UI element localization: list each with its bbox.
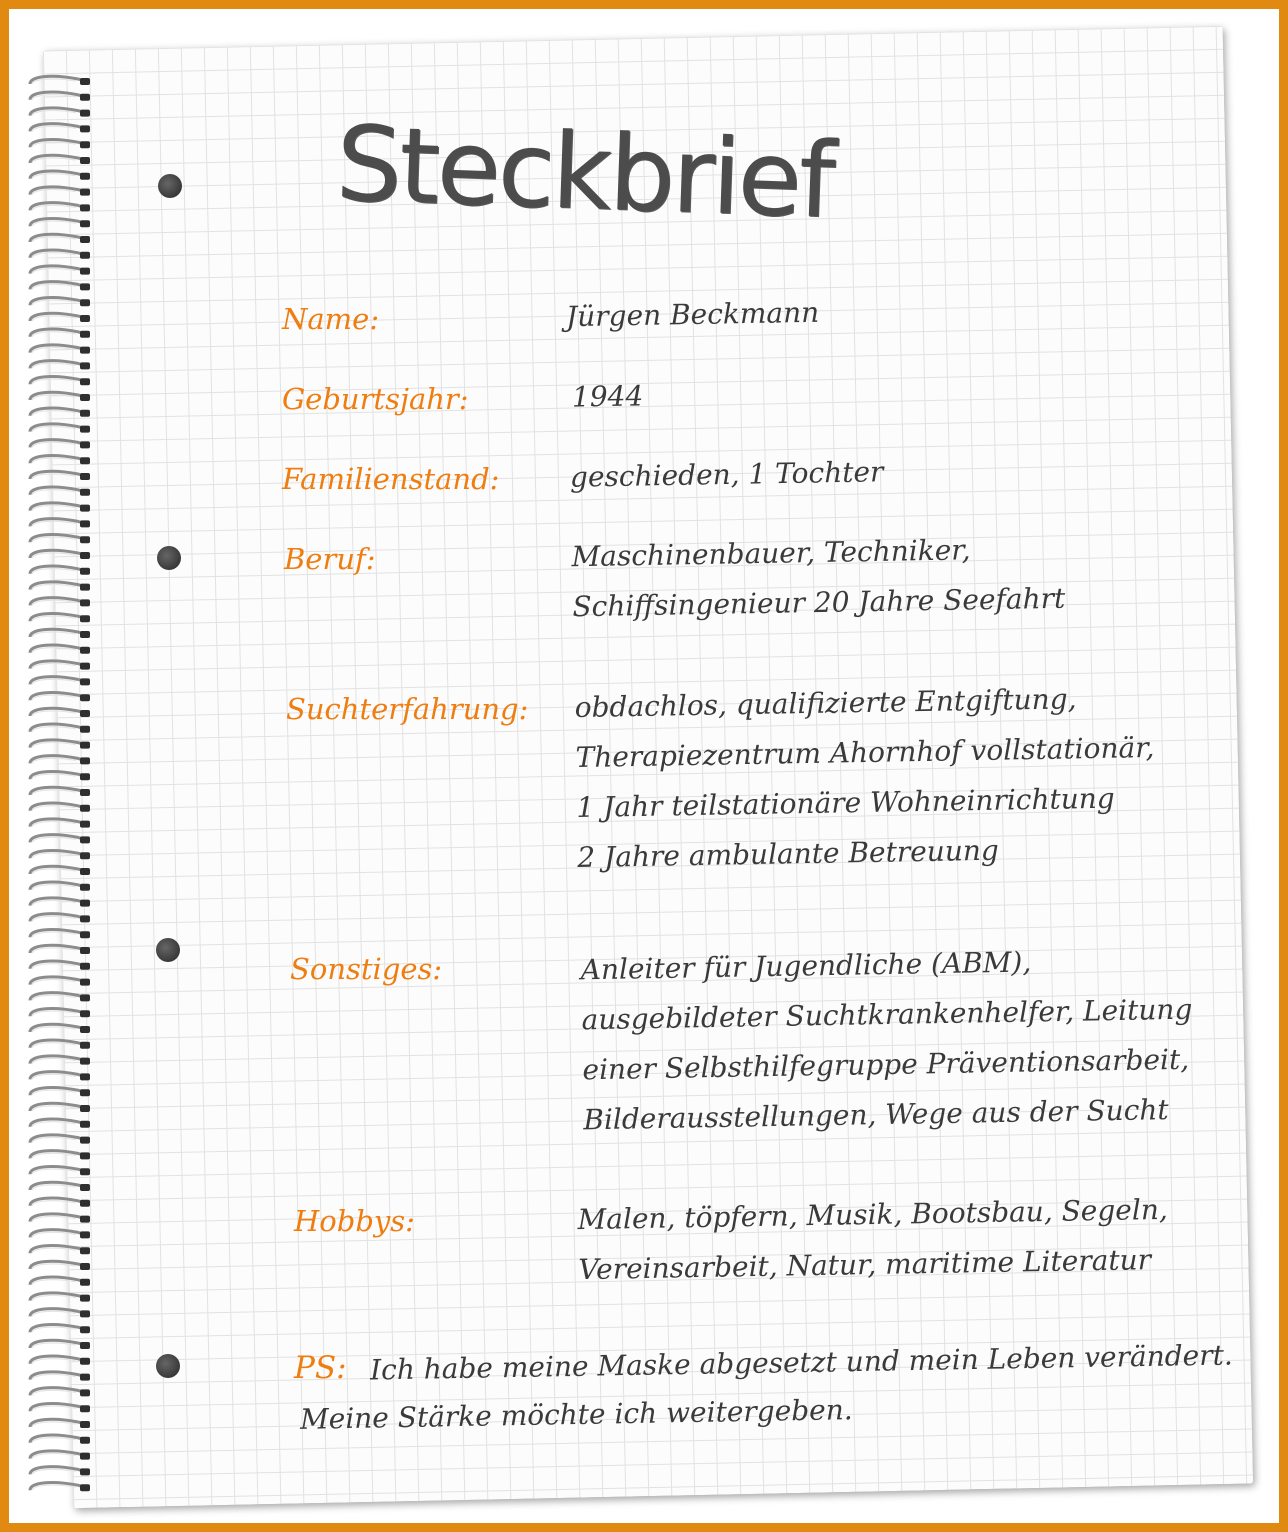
spiral-coil-highlight: [32, 600, 76, 605]
spiral-coil-highlight: [32, 126, 76, 131]
spiral-coil-highlight: [32, 1169, 76, 1174]
spiral-hole: [80, 125, 90, 132]
spiral-hole: [80, 1389, 90, 1396]
spiral-hole: [80, 299, 90, 306]
spiral-coil-highlight: [32, 174, 76, 179]
spiral-coil-highlight: [32, 1280, 76, 1285]
spiral-coil-highlight: [32, 1406, 76, 1411]
spiral-coil-highlight: [32, 490, 76, 495]
spiral-coil-highlight: [32, 1137, 76, 1142]
spiral-coil-highlight: [32, 964, 76, 969]
spiral-coil-highlight: [32, 1122, 76, 1127]
spiral-coil-highlight: [32, 1216, 76, 1221]
spiral-coil-highlight: [32, 1311, 76, 1316]
spiral-hole: [80, 1247, 90, 1254]
spiral-hole: [80, 362, 90, 369]
spiral-hole: [80, 647, 90, 654]
spiral-coil-highlight: [32, 885, 76, 890]
spiral-coil-highlight: [32, 363, 76, 368]
spiral-coil-highlight: [32, 900, 76, 905]
field-label-hobbies: Hobbys:: [294, 1204, 415, 1238]
spiral-coil-highlight: [32, 790, 76, 795]
punch-hole: [157, 546, 181, 570]
field-value-line: 1944: [571, 379, 644, 414]
spiral-hole: [80, 1184, 90, 1191]
spiral-coil-highlight: [32, 95, 76, 100]
spiral-hole: [80, 410, 90, 417]
spiral-hole: [80, 915, 90, 922]
spiral-hole: [80, 963, 90, 970]
spiral-hole: [80, 1105, 90, 1112]
field-value-line: Malen, töpfern, Musik, Bootsbau, Segeln,: [577, 1192, 1169, 1237]
spiral-hole: [80, 220, 90, 227]
spiral-coil-highlight: [32, 853, 76, 858]
field-value-line: ausgebildeter Suchtkrankenhelfer, Leitung: [581, 992, 1193, 1037]
spiral-coil-highlight: [32, 1359, 76, 1364]
spiral-coil-highlight: [32, 774, 76, 779]
spiral-hole: [80, 141, 90, 148]
spiral-coil-highlight: [32, 1027, 76, 1032]
spiral-coil-highlight: [32, 426, 76, 431]
spiral-hole: [80, 1168, 90, 1175]
spiral-coil-highlight: [32, 1106, 76, 1111]
page-title: Steckbrief: [334, 102, 835, 242]
spiral-hole: [80, 1263, 90, 1270]
spiral-hole: [80, 742, 90, 749]
field-value-hobbies: [577, 1185, 1169, 1295]
field-value-line: Anleiter für Jugendliche (ABM),: [580, 945, 1032, 987]
spiral-hole: [80, 678, 90, 685]
field-value-line: Maschinenbauer, Techniker,: [571, 533, 971, 574]
spiral-hole: [80, 394, 90, 401]
spiral-hole: [80, 599, 90, 606]
field-value-line: Therapiezentrum Ahornhof vollstationär,: [575, 730, 1155, 775]
field-label-name: Name:: [282, 302, 380, 336]
spiral-coil-highlight: [32, 695, 76, 700]
spiral-coil-highlight: [32, 932, 76, 937]
field-value-line: Vereinsarbeit, Natur, maritime Literatur: [578, 1243, 1152, 1287]
punch-hole: [158, 174, 182, 198]
spiral-hole: [80, 1058, 90, 1065]
spiral-hole: [80, 347, 90, 354]
spiral-coil-highlight: [32, 806, 76, 811]
spiral-hole: [80, 1484, 90, 1491]
field-value-line: Jürgen Beckmann: [565, 295, 820, 334]
spiral-coil-highlight: [32, 1153, 76, 1158]
spiral-coil-highlight: [32, 648, 76, 653]
spiral-hole: [80, 110, 90, 117]
spiral-hole: [80, 1089, 90, 1096]
spiral-coil-highlight: [32, 268, 76, 273]
spiral-hole: [80, 315, 90, 322]
spiral-hole: [80, 789, 90, 796]
spiral-coil-highlight: [32, 1043, 76, 1048]
spiral-coil-highlight: [32, 742, 76, 747]
spiral-coil-highlight: [32, 979, 76, 984]
spiral-coil-highlight: [32, 1058, 76, 1063]
spiral-hole: [80, 536, 90, 543]
spiral-coil-highlight: [32, 1422, 76, 1427]
field-label-other: Sonstiges:: [290, 952, 443, 986]
spiral-hole: [80, 900, 90, 907]
spiral-hole: [80, 836, 90, 843]
spiral-hole: [80, 520, 90, 527]
spiral-coil-highlight: [32, 379, 76, 384]
spiral-hole: [80, 94, 90, 101]
spiral-hole: [80, 568, 90, 575]
spiral-coil-highlight: [32, 284, 76, 289]
spiral-coil-highlight: [32, 79, 76, 84]
spiral-hole: [80, 1421, 90, 1428]
spiral-hole: [80, 694, 90, 701]
spiral-coil-highlight: [32, 253, 76, 258]
spiral-coil-highlight: [32, 916, 76, 921]
spiral-hole: [80, 979, 90, 986]
spiral-hole: [80, 1342, 90, 1349]
spiral-hole: [80, 189, 90, 196]
field-value-marital-status: [570, 447, 884, 502]
punch-hole: [156, 938, 180, 962]
spiral-hole: [80, 204, 90, 211]
spiral-coil-highlight: [32, 1232, 76, 1237]
spiral-hole: [80, 1152, 90, 1159]
spiral-coil-highlight: [32, 1264, 76, 1269]
spiral-coil-highlight: [32, 347, 76, 352]
spiral-hole: [80, 236, 90, 243]
ps-label: PS:: [294, 1350, 347, 1386]
spiral-hole: [80, 584, 90, 591]
field-value-birthyear: [572, 371, 644, 422]
spiral-coil-highlight: [32, 300, 76, 305]
spiral-hole: [80, 1137, 90, 1144]
spiral-coil-highlight: [32, 995, 76, 1000]
spiral-coil-highlight: [32, 221, 76, 226]
spiral-coil-highlight: [32, 632, 76, 637]
spiral-hole: [80, 283, 90, 290]
spiral-coil-highlight: [32, 1469, 76, 1474]
spiral-hole: [80, 1405, 90, 1412]
spiral-hole: [80, 757, 90, 764]
spiral-coil-highlight: [32, 458, 76, 463]
spiral-hole: [80, 1026, 90, 1033]
spiral-coil-highlight: [32, 1390, 76, 1395]
spiral-hole: [80, 489, 90, 496]
spiral-coil-highlight: [32, 711, 76, 716]
spiral-hole: [80, 805, 90, 812]
spiral-coil-highlight: [32, 1453, 76, 1458]
spiral-hole: [80, 852, 90, 859]
field-value-line: einer Selbsthilfegruppe Präventionsarbeit,: [582, 1042, 1190, 1087]
spiral-coil-highlight: [32, 1011, 76, 1016]
spiral-coil-highlight: [32, 395, 76, 400]
spiral-hole: [80, 1295, 90, 1302]
spiral-coil-highlight: [32, 948, 76, 953]
spiral-hole: [80, 1326, 90, 1333]
spiral-coil-highlight: [32, 1327, 76, 1332]
spiral-coil-highlight: [32, 837, 76, 842]
spiral-hole: [80, 1468, 90, 1475]
spiral-hole: [80, 378, 90, 385]
spiral-hole: [80, 1200, 90, 1207]
spiral-coil-highlight: [32, 158, 76, 163]
spiral-coil-highlight: [32, 821, 76, 826]
spiral-coil-highlight: [32, 537, 76, 542]
spiral-hole: [80, 1279, 90, 1286]
spiral-hole: [80, 268, 90, 275]
spiral-hole: [80, 473, 90, 480]
field-value-line: Bilderausstellungen, Wege aus der Sucht: [583, 1093, 1169, 1137]
spiral-coil-highlight: [32, 758, 76, 763]
spiral-hole: [80, 1216, 90, 1223]
spiral-hole: [80, 631, 90, 638]
spiral-coil-highlight: [32, 569, 76, 574]
spiral-hole: [80, 173, 90, 180]
ps-line-2: Meine Stärke möchte ich weitergeben.: [299, 1393, 853, 1436]
field-value-line: 2 Jahre ambulante Betreuung: [577, 833, 1000, 875]
spiral-hole: [80, 457, 90, 464]
field-value-line: 1 Jahr teilstationäre Wohneinrichtung: [576, 781, 1115, 825]
spiral-hole: [80, 1231, 90, 1238]
field-label-profession: Beruf:: [284, 542, 376, 576]
spiral-coil-highlight: [32, 1438, 76, 1443]
spiral-hole: [80, 1453, 90, 1460]
spiral-hole: [80, 78, 90, 85]
spiral-hole: [80, 1358, 90, 1365]
spiral-hole: [80, 1437, 90, 1444]
spiral-binding: [22, 70, 102, 1500]
spiral-coil-highlight: [32, 1074, 76, 1079]
spiral-coil-highlight: [32, 869, 76, 874]
spiral-hole: [80, 252, 90, 259]
spiral-hole: [80, 773, 90, 780]
spiral-coil-highlight: [32, 1201, 76, 1206]
spiral-coil-highlight: [32, 442, 76, 447]
field-value-line: Schiffsingenieur 20 Jahre Seefahrt: [572, 581, 1066, 624]
spiral-coil-highlight: [32, 474, 76, 479]
spiral-coil-highlight: [32, 1090, 76, 1095]
spiral-coil-highlight: [32, 142, 76, 147]
field-label-addiction-experience: Suchterfahrung:: [286, 692, 529, 726]
spiral-hole: [80, 726, 90, 733]
field-value-name: [566, 288, 820, 342]
spiral-coil-highlight: [32, 411, 76, 416]
spiral-hole: [80, 157, 90, 164]
spiral-coil-highlight: [32, 1485, 76, 1490]
spiral-hole: [80, 947, 90, 954]
spiral-coil-highlight: [32, 521, 76, 526]
spiral-hole: [80, 994, 90, 1001]
field-label-birthyear: Geburtsjahr:: [282, 382, 469, 416]
spiral-coil-highlight: [32, 237, 76, 242]
spiral-hole: [80, 868, 90, 875]
spiral-coil-highlight: [32, 727, 76, 732]
field-value-other: [580, 935, 1194, 1146]
spiral-coil-highlight: [32, 553, 76, 558]
punch-hole: [156, 1354, 180, 1378]
ps-line-1: Ich habe meine Maske abgesetzt und mein Leben verändert.: [369, 1338, 1234, 1387]
spiral-coil-highlight: [32, 584, 76, 589]
spiral-hole: [80, 710, 90, 717]
field-label-marital-status: Familienstand:: [282, 462, 500, 496]
spiral-hole: [80, 426, 90, 433]
field-value-profession: [571, 524, 1065, 633]
spiral-hole: [80, 1010, 90, 1017]
spiral-coil-highlight: [32, 1248, 76, 1253]
spiral-coil-highlight: [32, 1185, 76, 1190]
spiral-hole: [80, 663, 90, 670]
spiral-coil-highlight: [32, 616, 76, 621]
spiral-hole: [80, 1073, 90, 1080]
spiral-coil-highlight: [32, 1343, 76, 1348]
spiral-coil-highlight: [32, 332, 76, 337]
spiral-coil-highlight: [32, 205, 76, 210]
spiral-hole: [80, 1042, 90, 1049]
spiral-hole: [80, 884, 90, 891]
field-value-addiction-experience: [574, 673, 1156, 883]
spiral-hole: [80, 1374, 90, 1381]
spiral-coil-highlight: [32, 189, 76, 194]
spiral-hole: [80, 931, 90, 938]
spiral-hole: [80, 821, 90, 828]
spiral-hole: [80, 505, 90, 512]
spiral-hole: [80, 331, 90, 338]
spiral-coil-highlight: [32, 1295, 76, 1300]
spiral-coil-highlight: [32, 1374, 76, 1379]
spiral-coil-highlight: [32, 663, 76, 668]
spiral-hole: [80, 552, 90, 559]
spiral-hole: [80, 1310, 90, 1317]
spiral-coil-highlight: [32, 505, 76, 510]
field-value-line: geschieden, 1 Tochter: [569, 455, 884, 494]
spiral-hole: [80, 615, 90, 622]
spiral-coil-highlight: [32, 316, 76, 321]
spiral-hole: [80, 1121, 90, 1128]
spiral-coil-highlight: [32, 679, 76, 684]
spiral-hole: [80, 441, 90, 448]
spiral-coil-highlight: [32, 110, 76, 115]
field-value-line: obdachlos, qualifizierte Entgiftung,: [574, 682, 1077, 725]
